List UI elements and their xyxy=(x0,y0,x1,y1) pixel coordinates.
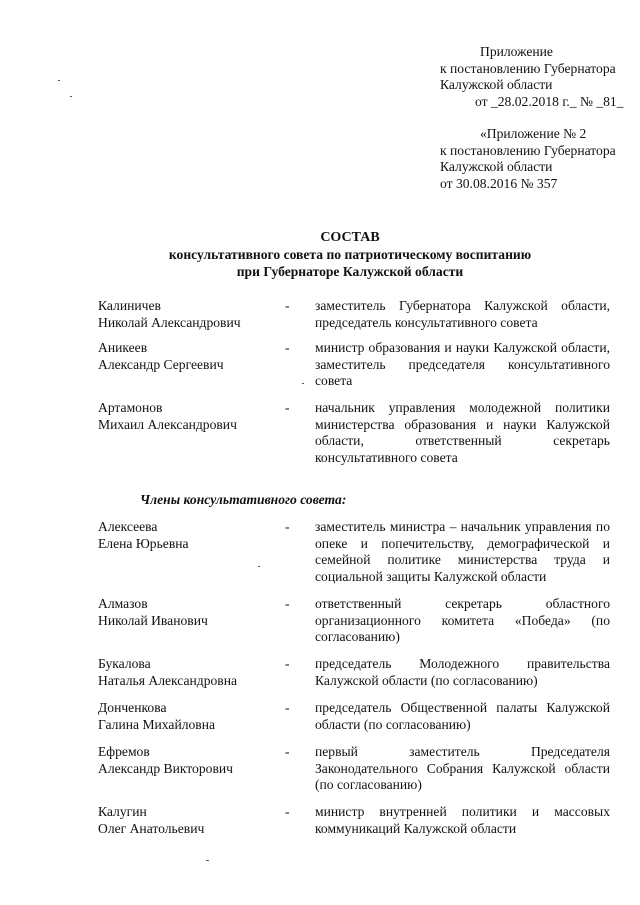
given-name: Николай Александрович xyxy=(98,314,241,330)
given-name: Галина Михайловна xyxy=(98,716,216,732)
dash: - xyxy=(285,700,290,715)
attachment-header xyxy=(440,44,635,110)
attachment-line-2: к постановлению Губернатора xyxy=(440,60,616,76)
position-text: заместитель Губернатора Калужской области, председатель консультативного совета xyxy=(315,298,610,330)
attachment-line-4: от _28.02.2018 г._ № _81_ xyxy=(475,93,624,109)
dash: - xyxy=(285,400,290,415)
prior-attachment-line-1: «Приложение № 2 xyxy=(480,126,587,141)
scan-speck xyxy=(206,860,209,861)
given-name: Александр Викторович xyxy=(98,760,233,776)
person-name xyxy=(98,298,278,331)
person-name xyxy=(98,400,278,433)
surname: Артамонов xyxy=(98,400,163,415)
position-text: начальник управления молодежной политики министерства образования и науки Калужской области, ответственный секретарь консультативного совета xyxy=(315,400,610,465)
dash: - xyxy=(285,656,290,671)
dash: - xyxy=(285,804,290,819)
person-name xyxy=(98,596,278,629)
dash: - xyxy=(285,744,290,759)
surname: Ефремов xyxy=(98,744,150,759)
attachment-line-3: Калужской области xyxy=(440,77,553,92)
position-text: заместитель министра – начальник управления по опеке и попечительству, демографической и семейной политике министерства труда и социальной защиты Калужской области xyxy=(315,519,610,584)
given-name: Михаил Александрович xyxy=(98,416,237,432)
surname: Алексеева xyxy=(98,519,158,534)
person-name xyxy=(98,656,278,689)
scan-speck xyxy=(58,80,60,81)
document-title xyxy=(100,230,600,280)
person-name xyxy=(98,804,278,837)
surname: Калиничев xyxy=(98,298,161,313)
prior-attachment-line-3: Калужской области xyxy=(440,159,553,174)
given-name: Олег Анатольевич xyxy=(98,820,205,836)
position-text: министр внутренней политики и массовых коммуникаций Калужской области xyxy=(315,804,610,836)
given-name: Елена Юрьевна xyxy=(98,535,189,551)
position-text: председатель Молодежного правительства Калужской области (по согласованию) xyxy=(315,656,610,688)
dash: - xyxy=(285,596,290,611)
scan-speck xyxy=(70,96,72,97)
title-line-1: СОСТАВ xyxy=(320,230,380,245)
given-name: Александр Сергеевич xyxy=(98,356,224,372)
person-name xyxy=(98,519,278,552)
person-name xyxy=(98,744,278,777)
dash: - xyxy=(285,340,290,355)
prior-attachment-header xyxy=(440,126,635,192)
person-name xyxy=(98,340,278,373)
dash: - xyxy=(285,298,290,313)
position-text: председатель Общественной палаты Калужской области (по согласованию) xyxy=(315,700,610,732)
surname: Аникеев xyxy=(98,340,148,355)
scan-speck xyxy=(302,383,304,384)
given-name: Наталья Александровна xyxy=(98,672,238,688)
prior-attachment-line-4: от 30.08.2016 № 357 xyxy=(440,175,558,191)
surname: Букалова xyxy=(98,656,151,671)
prior-attachment-line-2: к постановлению Губернатора xyxy=(440,142,616,158)
position-text: министр образования и науки Калужской области, заместитель председателя консультативного совета xyxy=(315,340,610,388)
surname: Калугин xyxy=(98,804,147,819)
title-line-2: консультативного совета по патриотическому воспитанию xyxy=(168,247,532,262)
scan-speck xyxy=(258,566,260,567)
given-name: Николай Иванович xyxy=(98,612,208,628)
dash: - xyxy=(285,519,290,534)
position-text: первый заместитель Председателя Законодательного Собрания Калужской области (по согласованию) xyxy=(315,744,610,792)
attachment-line-1: Приложение xyxy=(480,44,553,59)
surname: Алмазов xyxy=(98,596,148,611)
person-name xyxy=(98,700,278,733)
surname: Донченкова xyxy=(98,700,167,715)
members-heading: Члены консультативного совета: xyxy=(140,492,347,507)
position-text: ответственный секретарь областного организационного комитета «Победа» (по согласованию) xyxy=(315,596,610,644)
title-line-3: при Губернаторе Калужской области xyxy=(236,263,464,279)
